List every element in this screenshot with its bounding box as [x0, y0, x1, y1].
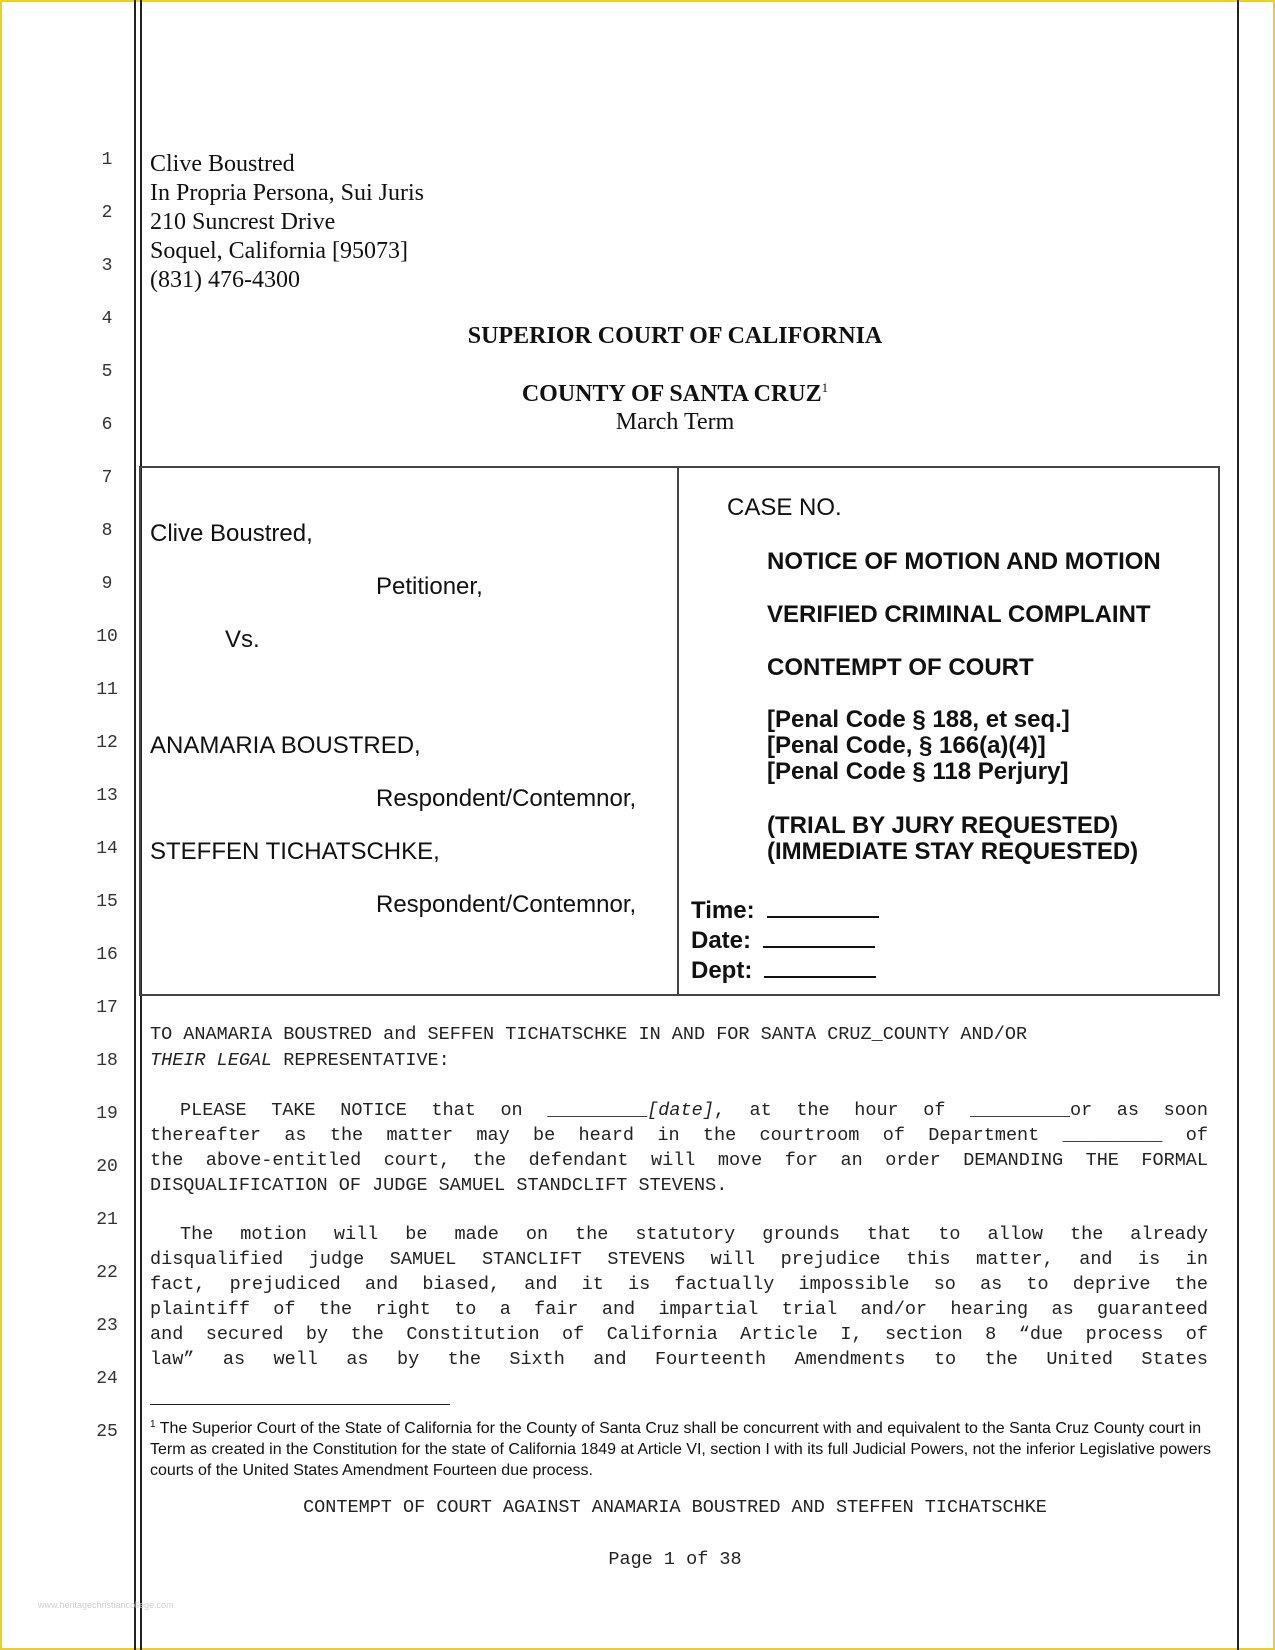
line-number: 20 [96, 1157, 118, 1177]
notice-date-italic: [date] [647, 1100, 714, 1121]
motion-line-1: The motion will be made on the statutory grounds that to allow the already [180, 1224, 1208, 1245]
line-number: 2 [101, 203, 113, 223]
line-number: 1 [101, 150, 113, 170]
address-line-2 [150, 1048, 1027, 1074]
attorney-header [150, 150, 424, 295]
versus-label: Vs. [225, 626, 260, 653]
line-number: 11 [96, 680, 118, 700]
line-number: 17 [96, 998, 118, 1018]
time-label: Time: [691, 897, 755, 924]
petitioner-name: Clive Boustred, [150, 520, 313, 547]
court-name: SUPERIOR COURT OF CALIFORNIA [467, 323, 883, 349]
case-number-label: CASE NO. [727, 494, 842, 521]
document-title-complaint: VERIFIED CRIMINAL COMPLAINT [767, 601, 1151, 628]
footnote-rule [150, 1404, 450, 1405]
caption-divider [677, 466, 679, 996]
requests [767, 813, 1138, 865]
attorney-city: Soquel, California [95073] [150, 238, 408, 264]
line-number: 25 [96, 1422, 118, 1442]
dept-field [691, 954, 879, 984]
attorney-status: In Propria Persona, Sui Juris [150, 180, 424, 206]
line-number: 16 [96, 945, 118, 965]
notice-line-3: the above-entitled court, the defendant will move for an order DEMANDING THE FORMAL [150, 1150, 1208, 1171]
date-label: Date: [691, 927, 752, 954]
respondent1-role: Respondent/Contemnor, [376, 785, 637, 812]
motion-paragraph [150, 1222, 1208, 1372]
court-term: March Term [615, 409, 735, 435]
footnote-mark: 1 [150, 1419, 156, 1430]
motion-line-2: disqualified judge SAMUEL STANCLIFT STEVENS will prejudice this matter, and is in [150, 1249, 1208, 1270]
footnote-text: The Superior Court of the State of California for the County of Santa Cruz shall be concurrent with and equivalent to the Santa Cruz County court in Term as created in the Constitution for the state of California 1849 at Article VI, section I with its full Judicial Powers, not the inferior Legislative powers courts of the United States Amendment Fourteen due process. [150, 1420, 1211, 1479]
line-number: 13 [96, 786, 118, 806]
attorney-name: Clive Boustred [150, 151, 295, 177]
notice-line-1b: , at the hour of _________or as soon [713, 1100, 1208, 1121]
line-number: 22 [96, 1263, 118, 1283]
notice-paragraph [150, 1098, 1208, 1198]
address-line-2-italic: THEIR LEGAL [150, 1050, 273, 1071]
line-number: 3 [101, 256, 113, 276]
stay-request: (IMMEDIATE STAY REQUESTED) [767, 838, 1139, 865]
notice-line-2: thereafter as the matter may be heard in the courtroom of Department _________ of [150, 1125, 1208, 1146]
line-number: 12 [96, 733, 118, 753]
penal-code-166: [Penal Code, § 166(a)(4)] [767, 732, 1046, 759]
line-number: 10 [96, 627, 118, 647]
line-number: 19 [96, 1104, 118, 1124]
court-county [140, 380, 1210, 408]
right-margin-rule [1237, 0, 1239, 1650]
page-number: Page 1 of 38 [608, 1549, 742, 1570]
line-number: 4 [101, 309, 113, 329]
line-number: 21 [96, 1210, 118, 1230]
attorney-phone: (831) 476-4300 [150, 267, 300, 293]
motion-line-5: and secured by the Constitution of California Article I, section 8 “due process of [150, 1324, 1208, 1345]
footer-title: CONTEMPT OF COURT AGAINST ANAMARIA BOUSTRED AND STEFFEN TICHATSCHKE [303, 1497, 1047, 1518]
document-title-notice: NOTICE OF MOTION AND MOTION [767, 548, 1161, 575]
line-number: 15 [96, 892, 118, 912]
time-field [691, 894, 879, 924]
attorney-street: 210 Suncrest Drive [150, 209, 336, 235]
motion-line-4: plaintiff of the right to a fair and impartial trial and/or hearing as guaranteed [150, 1299, 1208, 1320]
line-number: 24 [96, 1369, 118, 1389]
jury-request: (TRIAL BY JURY REQUESTED) [767, 812, 1119, 839]
motion-line-6: law” as well as by the Sixth and Fourteenth Amendments to the United States [150, 1349, 1208, 1370]
date-blank [763, 924, 875, 948]
court-county-text: COUNTY OF SANTA CRUZ [521, 381, 822, 407]
respondent2-name: STEFFEN TICHATSCHKE, [150, 838, 440, 865]
footnote [150, 1414, 1215, 1481]
notice-line-4: DISQUALIFICATION OF JUDGE SAMUEL STANDCLIFT STEVENS. [150, 1175, 728, 1196]
dept-label: Dept: [691, 957, 753, 984]
time-blank [767, 894, 879, 918]
line-number: 6 [101, 415, 113, 435]
left-margin-rule-outer [134, 0, 136, 1650]
line-number: 5 [101, 362, 113, 382]
line-number: 14 [96, 839, 118, 859]
penal-code-list [767, 707, 1070, 785]
line-number: 23 [96, 1316, 118, 1336]
dept-blank [764, 954, 876, 978]
motion-line-3: fact, prejudiced and biased, and it is factually impossible so as to deprive the [150, 1274, 1208, 1295]
court-footnote-mark: 1 [821, 380, 829, 395]
penal-code-188: [Penal Code § 188, et seq.] [767, 706, 1070, 733]
address-line-1: TO ANAMARIA BOUSTRED and SEFFEN TICHATSCHKE IN AND FOR SANTA CRUZ_COUNTY AND/OR [150, 1024, 1028, 1045]
hearing-fields [691, 894, 879, 984]
line-number: 8 [101, 521, 113, 541]
address-block [150, 1022, 1027, 1074]
watermark: www.heritagechristiancollege.com [38, 1600, 174, 1610]
petitioner-role: Petitioner, [376, 573, 483, 600]
document-title-contempt: CONTEMPT OF COURT [767, 654, 1034, 681]
notice-line-1a: PLEASE TAKE NOTICE that on _________ [180, 1100, 648, 1121]
respondent2-role: Respondent/Contemnor, [376, 891, 637, 918]
line-number: 7 [101, 468, 113, 488]
line-number: 18 [96, 1051, 118, 1071]
respondent1-name: ANAMARIA BOUSTRED, [150, 732, 421, 759]
address-line-2-rest: REPRESENTATIVE: [272, 1050, 450, 1071]
notice-line-1 [150, 1098, 1208, 1123]
penal-code-118: [Penal Code § 118 Perjury] [767, 758, 1069, 785]
date-field [691, 924, 879, 954]
line-number: 9 [101, 574, 113, 594]
